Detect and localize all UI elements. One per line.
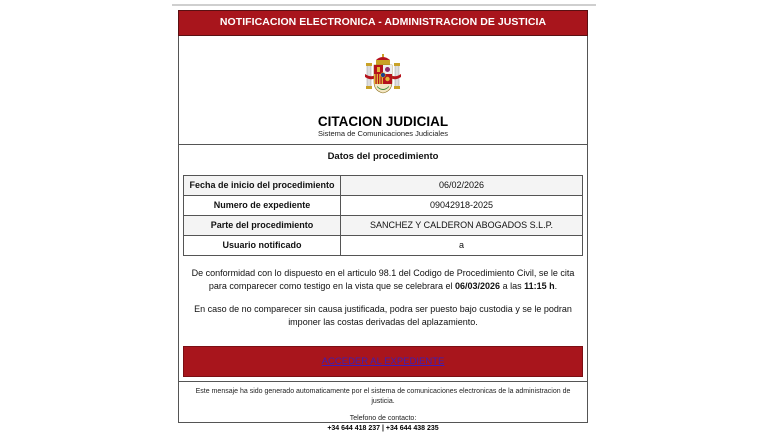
contact-label: Telefono de contacto: xyxy=(189,414,577,424)
warning-paragraph: En caso de no comparecer sin causa justificada, podra ser puesto bajo custodia y se le podran imponer las costas derivadas del aplazamiento. xyxy=(179,303,587,329)
document-title-block xyxy=(179,114,587,139)
emblem-container xyxy=(179,44,587,96)
document-subtitle: Sistema de Comunicaciones Judiciales xyxy=(179,129,587,139)
citation-text: . xyxy=(555,281,558,291)
row-value: a xyxy=(341,236,583,256)
table-row xyxy=(184,216,583,236)
footer xyxy=(179,382,587,433)
table-row xyxy=(184,196,583,216)
citation-text: a las xyxy=(500,281,524,291)
hearing-time: 11:15 h xyxy=(524,281,555,291)
top-divider xyxy=(172,4,596,6)
contact-phones: +34 644 418 237 | +34 644 438 235 xyxy=(189,424,577,433)
access-file-button[interactable] xyxy=(183,346,583,377)
row-label: Usuario notificado xyxy=(184,236,341,256)
notification-email xyxy=(178,10,588,423)
hearing-date: 06/03/2026 xyxy=(455,281,500,291)
procedure-table xyxy=(183,175,583,256)
citation-text: De conformidad con lo dispuesto en el articulo 98.1 del Codigo de Procedimiento Civil, se le cita para comparecer como testigo en la vista que se celebrara el xyxy=(192,268,575,291)
procedure-section-title: Datos del procedimiento xyxy=(179,151,587,163)
notification-header xyxy=(178,10,588,36)
row-value: 09042918-2025 xyxy=(341,196,583,216)
access-file-link[interactable]: ACCEDER AL EXPEDIENTE xyxy=(322,356,445,367)
row-value: SANCHEZ Y CALDERON ABOGADOS S.L.P. xyxy=(341,216,583,236)
auto-message: Este mensaje ha sido generado automaticamente por el sistema de comunicaciones electronicas de la administracion de justicia. xyxy=(189,387,577,406)
citation-paragraph xyxy=(179,267,587,293)
row-label: Fecha de inicio del procedimiento xyxy=(184,176,341,196)
row-label: Numero de expediente xyxy=(184,196,341,216)
table-row xyxy=(184,236,583,256)
coat-of-arms-icon xyxy=(363,54,403,96)
document-title: CITACION JUDICIAL xyxy=(179,114,587,129)
row-label: Parte del procedimiento xyxy=(184,216,341,236)
row-value: 06/02/2026 xyxy=(341,176,583,196)
header-title: NOTIFICACION ELECTRONICA - ADMINISTRACION DE JUSTICIA xyxy=(220,16,546,28)
section-divider xyxy=(179,144,587,145)
table-row xyxy=(184,176,583,196)
